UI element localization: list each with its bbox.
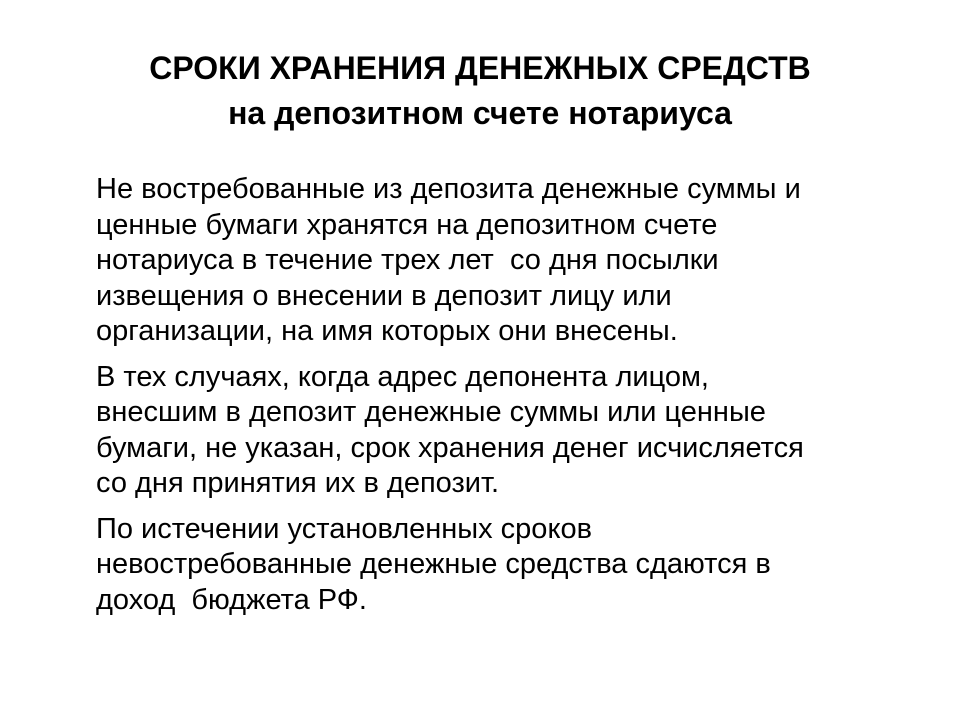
paragraph-line: нотариуса в течение трех лет со дня посылки	[96, 244, 719, 276]
slide-title	[40, 46, 920, 136]
paragraph-line: организации, на имя которых они внесены.	[96, 315, 678, 347]
paragraph-line: извещения о внесении в депозит лицу или	[96, 279, 672, 312]
paragraph-2	[96, 360, 896, 502]
slide-body	[96, 172, 896, 628]
title-line-2: на депозитном счете нотариуса	[228, 95, 732, 131]
paragraph-line: невостребованные денежные средства сдаются в	[96, 548, 771, 580]
paragraph-line: Не востребованные из депозита денежные суммы и	[96, 173, 801, 205]
title-line-1: СРОКИ ХРАНЕНИЯ ДЕНЕЖНЫХ СРЕДСТВ	[149, 50, 811, 86]
paragraph-line: В тех случаях, когда адрес депонента лицом,	[96, 360, 709, 393]
paragraph-3	[96, 512, 896, 619]
paragraph-line: внесшим в депозит денежные суммы или ценные	[96, 396, 766, 428]
paragraph-line: со дня принятия их в депозит.	[96, 467, 500, 499]
paragraph-line: доход бюджета РФ.	[96, 583, 367, 616]
paragraph-line: ценные бумаги хранятся на депозитном счете	[96, 208, 718, 241]
paragraph-line: По истечении установленных сроков	[96, 512, 592, 545]
paragraph-line: бумаги, не указан, срок хранения денег исчисляется	[96, 431, 804, 464]
paragraph-1	[96, 172, 896, 350]
